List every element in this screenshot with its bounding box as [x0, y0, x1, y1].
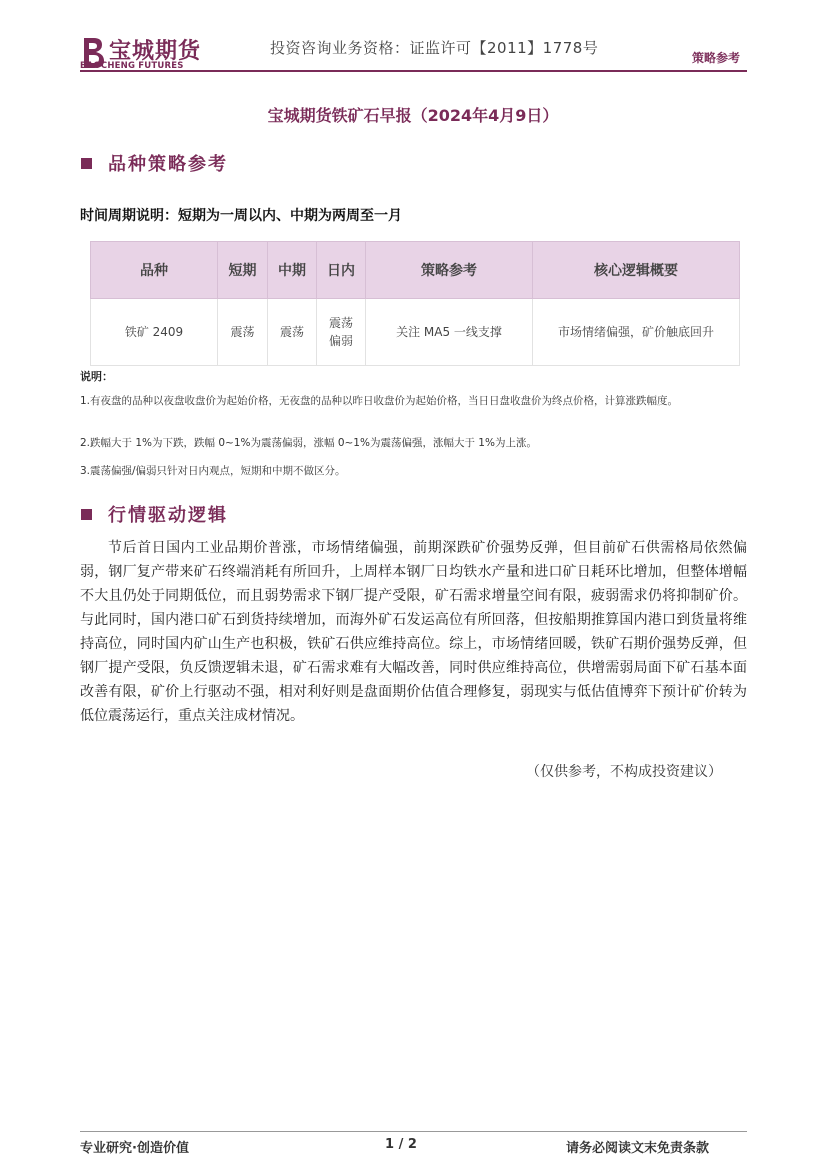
- table-header-cell: 品种: [91, 242, 218, 299]
- logo-english-name: BAOCHENG FUTURES: [80, 61, 184, 71]
- table-cell-intraday: 震荡 偏弱: [317, 299, 366, 366]
- footer-divider: [80, 1131, 747, 1132]
- market-logic-paragraph: 节后首日国内工业品期价普涨，市场情绪偏强，前期深跌矿价强势反弹，但目前矿石供需格局依然偏弱，钢厂复产带来矿石终端消耗有所回升，上周样本钢厂日均铁水产量和进口矿日耗环比增加，但整体增幅不大且仍处于同期低位，而且弱势需求下钢厂提产受限，矿石需求增量空间有限，疲弱需求仍将抑制矿价。与此同时，国内港口矿石到货持续增加，而海外矿石发运高位有所回落，但按船期推算国内港口到货量将维持高位，同时国内矿山生产也积极，铁矿石供应维持高位。综上，市场情绪回暖，铁矿石期价强势反弹，但钢厂提产受限，负反馈逻辑未退，矿石需求难有大幅改善，同时供应维持高位，供增需弱局面下矿石基本面改善有限，矿价上行驱动不强，相对利好则是盘面期价估值合理修复，弱现实与低估值博弈下预计矿价转为低位震荡运行，重点关注成材情况。: [80, 540, 747, 724]
- disclaimer-note: （仅供参考，不构成投资建议）: [526, 764, 722, 780]
- note-item: 3.震荡偏强/偏弱只针对日内观点，短期和中期不做区分。: [80, 465, 346, 477]
- logo-company-name: 宝城期货: [109, 38, 202, 64]
- license-text: 投资咨询业务资格：证监许可【2011】1778号: [270, 39, 599, 57]
- note-item: 2.跌幅大于 1%为下跌，跌幅 0~1%为震荡偏弱，涨幅 0~1%为震荡偏强，涨幅大于 1%为上涨。: [80, 437, 537, 449]
- section-bullet-icon: [81, 509, 92, 520]
- footer-slogan: 专业研究·创造价值: [80, 1141, 189, 1156]
- header-category-tag: 策略参考: [692, 51, 741, 65]
- header-divider: [80, 70, 747, 72]
- footer-disclaimer-link: 请务必阅读文末免责条款: [566, 1141, 710, 1156]
- table-cell-variety: 铁矿 2409: [91, 299, 218, 366]
- table-cell-mid-term: 震荡: [268, 299, 317, 366]
- period-note: 时间周期说明：短期为一周以内、中期为两周至一月: [80, 208, 402, 224]
- table-header-cell: 短期: [218, 242, 268, 299]
- table-header-cell: 日内: [317, 242, 366, 299]
- table-cell-strategy: 关注 MA5 一线支撑: [366, 299, 533, 366]
- table-header-cell: 策略参考: [366, 242, 533, 299]
- table-cell-core-logic: 市场情绪偏强，矿价触底回升: [533, 299, 740, 366]
- table-header-row: [91, 242, 740, 299]
- note-item: 1.有夜盘的品种以夜盘收盘价为起始价格，无夜盘的品种以昨日收盘价为起始价格，当日日盘收盘价为终点价格，计算涨跌幅度。: [80, 395, 679, 407]
- table-row: [91, 299, 740, 366]
- section-title-market-logic: 行情驱动逻辑: [108, 505, 228, 526]
- page-number: 1 / 2: [385, 1137, 417, 1152]
- table-cell-short-term: 震荡: [218, 299, 268, 366]
- report-title: 宝城期货铁矿石早报（2024年4月9日）: [267, 106, 559, 125]
- notes-label: 说明：: [80, 370, 113, 383]
- section-bullet-icon: [81, 158, 92, 169]
- table-header-cell: 中期: [268, 242, 317, 299]
- section-title-strategy: 品种策略参考: [108, 154, 228, 175]
- strategy-table: [90, 241, 740, 366]
- table-header-cell: 核心逻辑概要: [533, 242, 740, 299]
